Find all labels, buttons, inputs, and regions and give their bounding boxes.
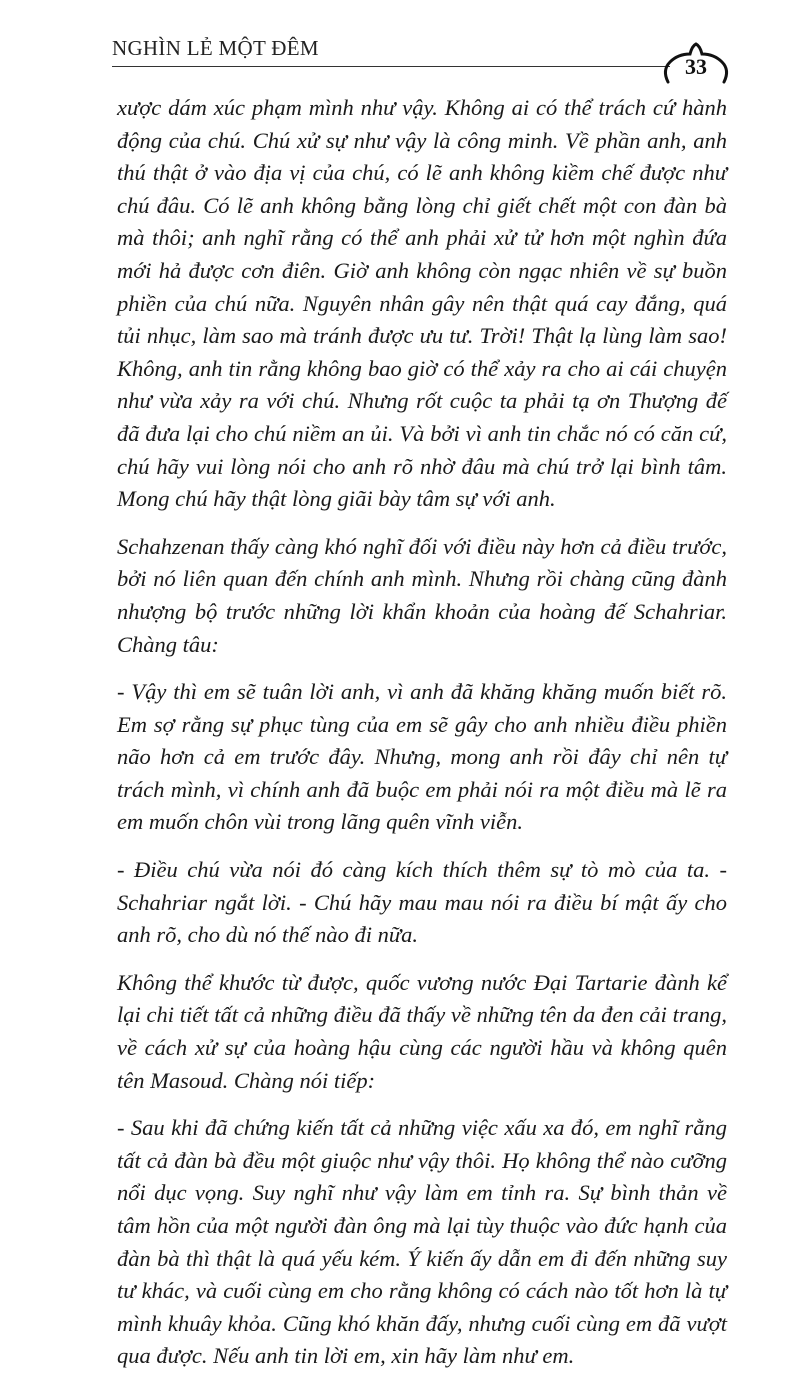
paragraph: xược dám xúc phạm mình như vậy. Không ai có thể trách cứ hành động của chú. Chú xử sự như vậy là công minh. Về phần anh, anh thú thật ở vào địa vị của chú, có lẽ anh không kiềm chế được như chú đâu. Có lẽ anh không bằng lòng chỉ giết chết một con đàn bà mà thôi; anh nghĩ rằng có thể anh phải xử tử hơn một nghìn đứa mới hả được cơn điên. Giờ anh không còn ngạc nhiên về sự buồn phiền của chú nữa. Nguyên nhân gây nên thật quá cay đắng, quá tủi nhục, làm sao mà tránh được ưu tư. Trời! Thật lạ lùng làm sao! Không, anh tin rằng không bao giờ có thể xảy ra cho ai cái chuyện như vừa xảy ra với chú. Nhưng rốt cuộc ta phải tạ ơn Thượng đế đã đưa lại cho chú niềm an ủi. Và bởi vì anh tin chắc nó có căn cứ, chú hãy vui lòng nói cho anh rõ nhờ đâu mà chú trở lại bình tâm. Mong chú hãy thật lòng giãi bày tâm sự với anh. <box>117 95 727 512</box>
running-header-title: NGHÌN LẺ MỘT ĐÊM <box>112 36 319 60</box>
page-number-badge <box>660 42 732 86</box>
body-text <box>117 92 727 1388</box>
paragraph: - Điều chú vừa nói đó càng kích thích thêm sự tò mò của ta. - Schahriar ngắt lời. - Chú hãy mau mau nói ra điều bí mật ấy cho anh rõ, cho dù nó thế nào đi nữa. <box>117 857 727 948</box>
paragraph: - Sau khi đã chứng kiến tất cả những việc xấu xa đó, em nghĩ rằng tất cả đàn bà đều một giuộc như vậy thôi. Họ không thể nào cưỡng nổi dục vọng. Suy nghĩ như vậy làm em tỉnh ra. Sự bình thản về tâm hồn của một người đàn ông mà lại tùy thuộc vào đức hạnh của đàn bà thì thật là quá yếu kém. Ý kiến ấy dẫn em đi đến những suy tư khác, và cuối cùng em cho rằng không có cách nào tốt hơn là tự mình khuây khỏa. Cũng khó khăn đấy, nhưng cuối cùng em đã vượt qua được. Nếu anh tin lời em, xin hãy làm như em. <box>117 1115 727 1369</box>
paragraph: - Vậy thì em sẽ tuân lời anh, vì anh đã khăng khăng muốn biết rõ. Em sợ rằng sự phục tùng của em sẽ gây cho anh nhiều điều phiền não hơn cả em trước đây. Nhưng, mong anh rồi đây chỉ nên tự trách mình, vì chính anh đã buộc em phải nói ra một điều mà lẽ ra em muốn chôn vùi trong lãng quên vĩnh viễn. <box>117 679 727 835</box>
page-number: 33 <box>685 54 707 79</box>
paragraph: Schahzenan thấy càng khó nghĩ đối với điều này hơn cả điều trước, bởi nó liên quan đến chính anh mình. Nhưng rồi chàng cũng đành nhượng bộ trước những lời khẩn khoản của hoàng đế Schahriar. Chàng tâu: <box>117 533 727 657</box>
paragraph: Không thể khước từ được, quốc vương nước Đại Tartarie đành kể lại chi tiết tất cả những điều đã thấy về những tên da đen cải trang, về cách xử sự của hoàng hậu cùng các người hầu và không quên tên Masoud. Chàng nói tiếp: <box>117 969 727 1093</box>
header-rule <box>112 66 670 67</box>
